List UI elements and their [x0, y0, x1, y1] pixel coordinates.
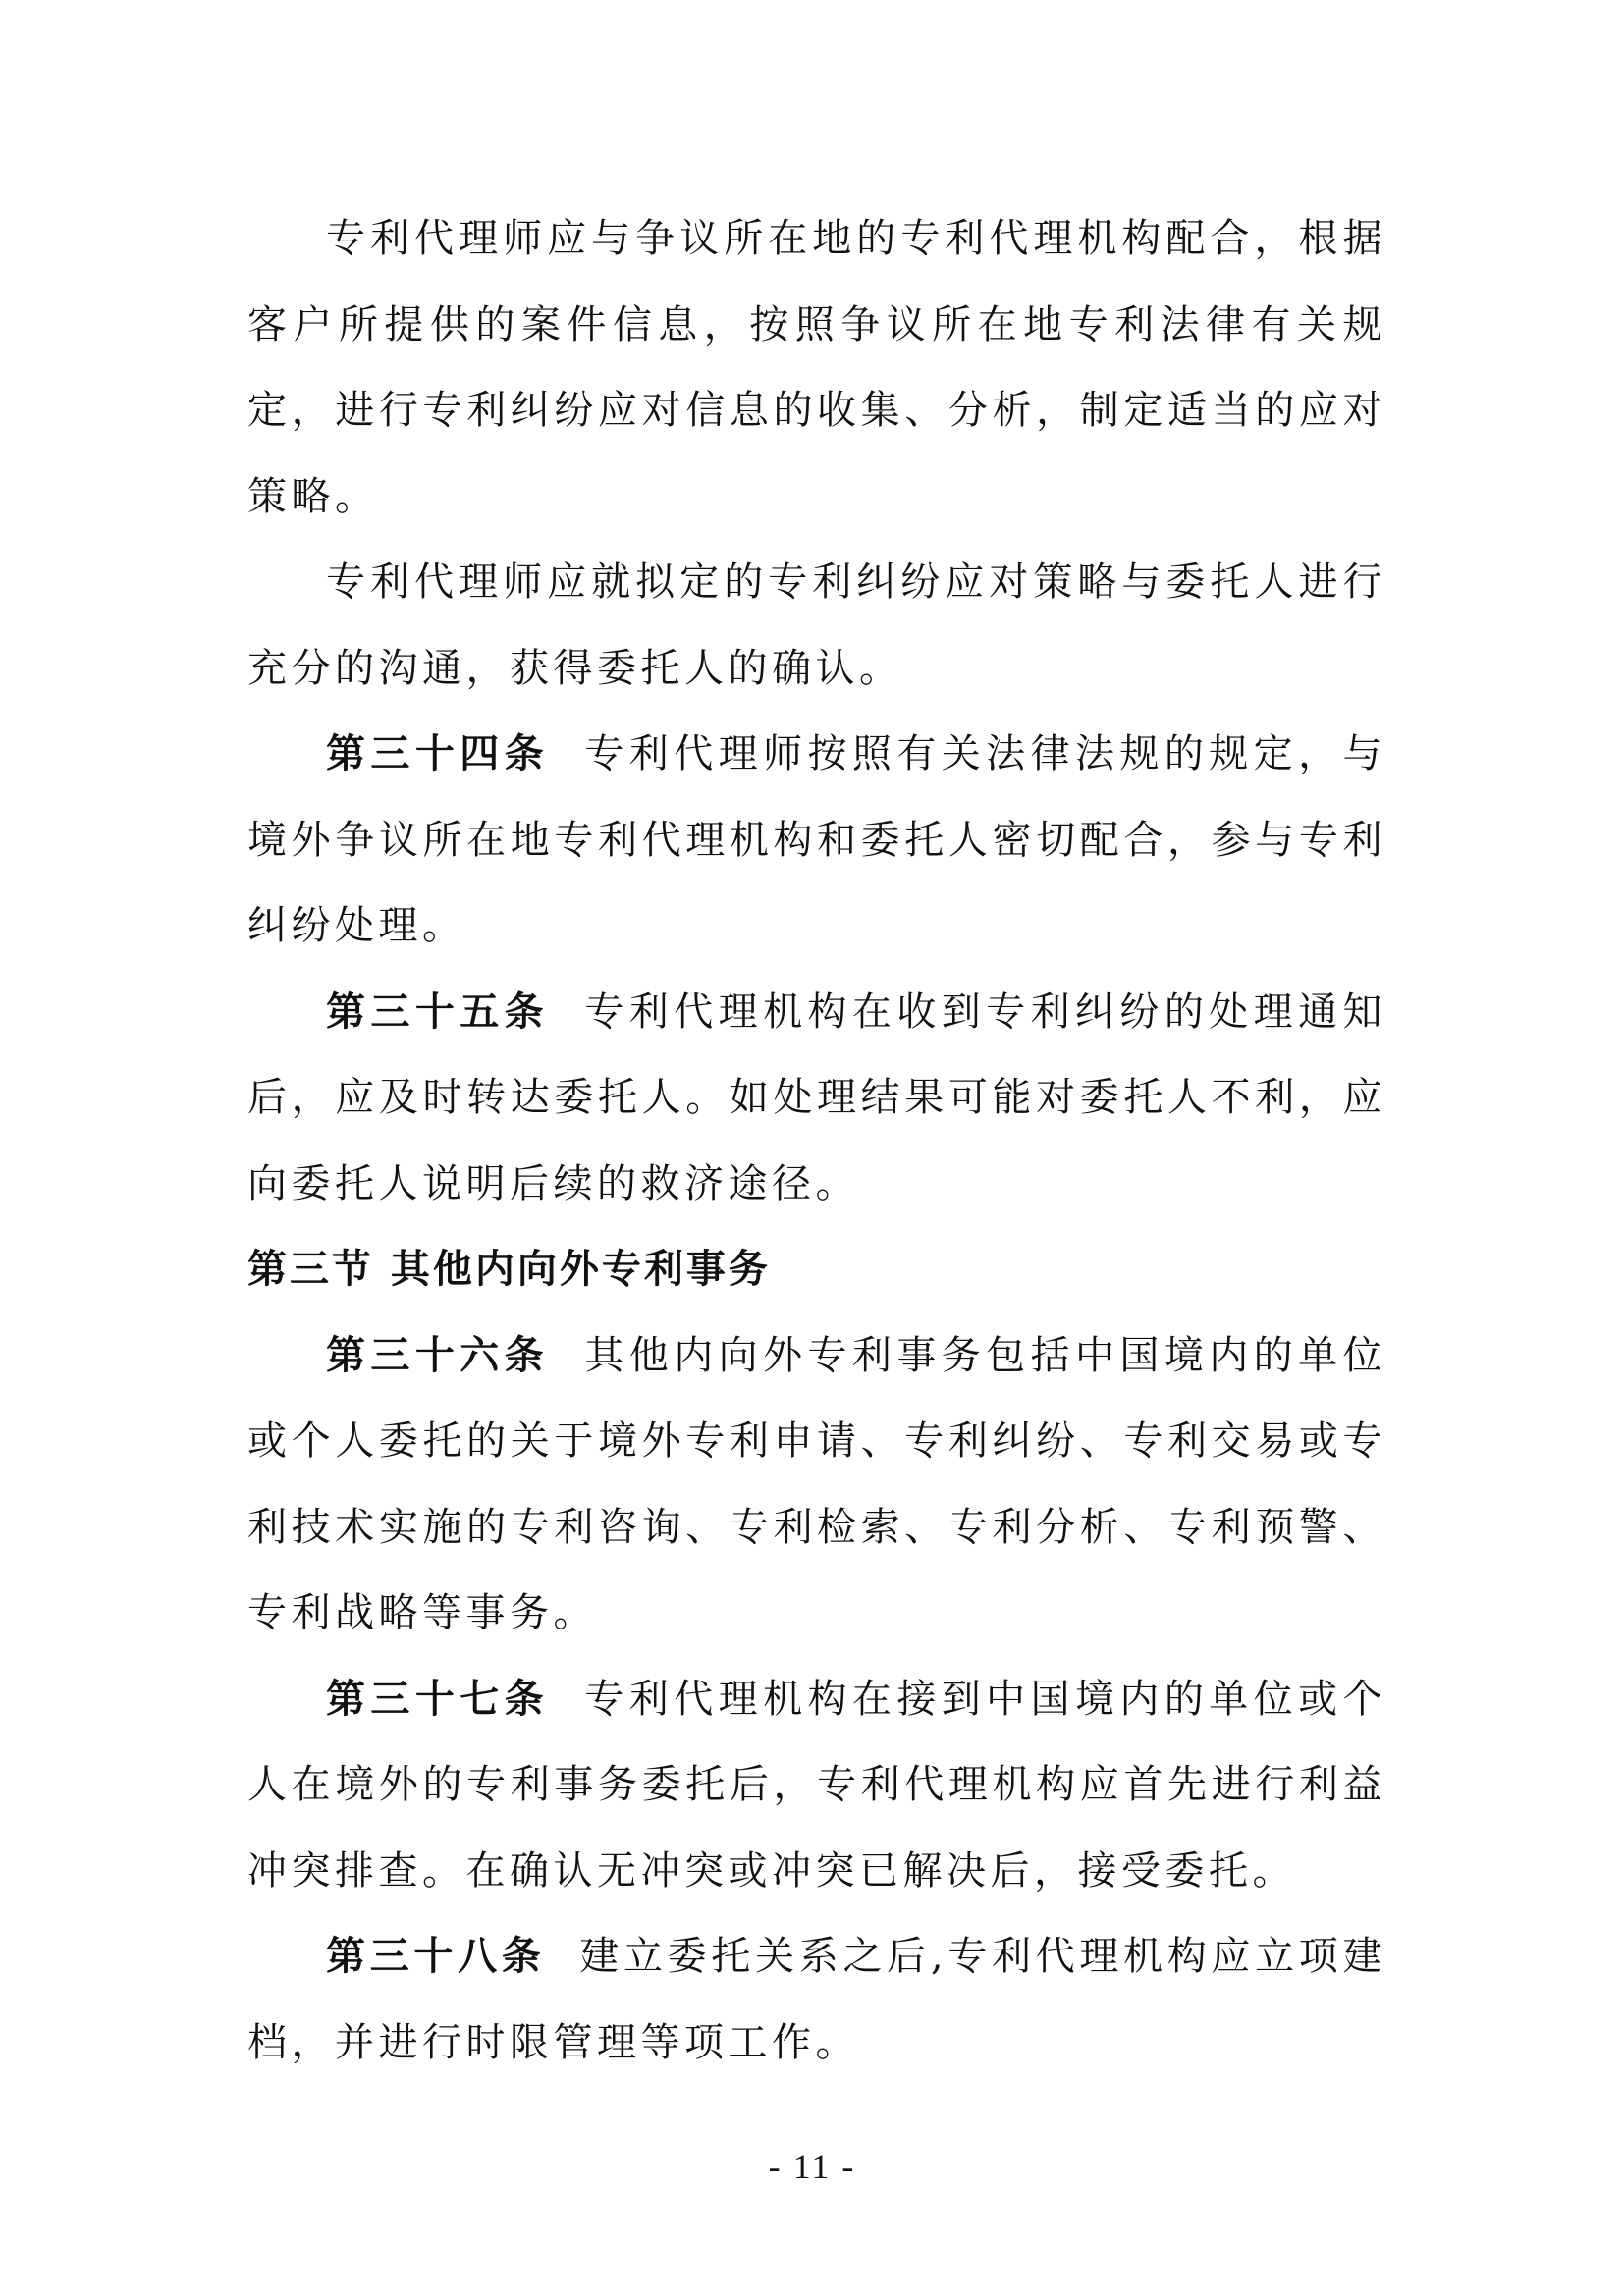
document-body	[247, 196, 1386, 2086]
article-number: 第三十七条	[326, 1676, 550, 1722]
article-number: 第三十六条	[326, 1332, 550, 1378]
article-paragraph	[247, 1657, 1386, 1915]
paragraph	[247, 540, 1386, 712]
article-paragraph	[247, 712, 1386, 970]
article-text: 其他内向外专利事务包括中国境内的单位或个人委托的关于境外专利申请、专利纠纷、专利交易或专利技术实施的专利咨询、专利检索、专利分析、专利预警、专利战略等事务。	[247, 1332, 1387, 1635]
article-number: 第三十四条	[326, 731, 550, 776]
paragraph-text: 专利代理师应就拟定的专利纠纷应对策略与委托人进行充分的沟通，获得委托人的确认。	[247, 560, 1386, 691]
article-text: 建立委托关系之后,专利代理机构应立项建档，并进行时限管理等项工作。	[247, 1934, 1386, 2065]
article-text: 专利代理师按照有关法律法规的规定，与境外争议所在地专利代理机构和委托人密切配合，参与专利纠纷处理。	[247, 731, 1387, 948]
page-number: - 11 -	[768, 2147, 856, 2186]
article-text: 专利代理机构在接到中国境内的单位或个人在境外的专利事务委托后，专利代理机构应首先进行利益冲突排查。在确认无冲突或冲突已解决后，接受委托。	[247, 1676, 1387, 1894]
article-paragraph	[247, 1914, 1386, 2086]
article-paragraph	[247, 970, 1386, 1228]
paragraph	[247, 196, 1386, 540]
article-paragraph	[247, 1313, 1386, 1657]
paragraph-text: 专利代理师应与争议所在地的专利代理机构配合，根据客户所提供的案件信息，按照争议所在地专利法律有关规定，进行专利纠纷应对信息的收集、分析，制定适当的应对策略。	[247, 216, 1386, 519]
article-number: 第三十五条	[326, 988, 550, 1035]
article-text: 专利代理机构在收到专利纠纷的处理通知后，应及时转达委托人。如处理结果可能对委托人不利，应向委托人说明后续的救济途径。	[247, 988, 1387, 1206]
article-number: 第三十八条	[326, 1934, 546, 1979]
section-heading: 第三节 其他内向外专利事务	[247, 1247, 771, 1292]
